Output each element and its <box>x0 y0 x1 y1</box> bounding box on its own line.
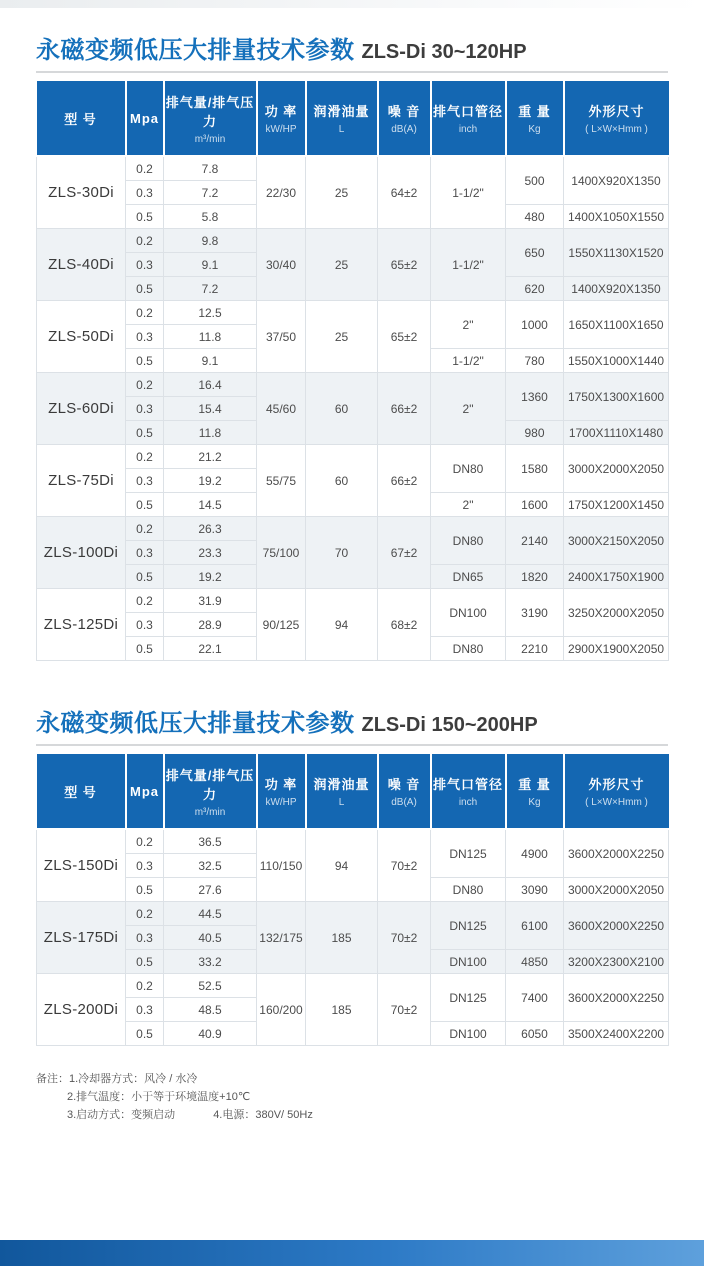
model-cell: ZLS-200Di <box>37 974 126 1046</box>
noise-cell: 67±2 <box>378 517 431 589</box>
dims-cell: 1700X1110X1480 <box>564 421 669 445</box>
displacement-cell: 11.8 <box>164 325 257 349</box>
pipe-cell: DN100 <box>431 950 506 974</box>
table-row <box>37 445 669 469</box>
pipe-cell: DN100 <box>431 589 506 637</box>
displacement-cell: 11.8 <box>164 421 257 445</box>
dims-cell: 3200X2300X2100 <box>564 950 669 974</box>
displacement-cell: 21.2 <box>164 445 257 469</box>
model-cell: ZLS-50Di <box>37 301 126 373</box>
pipe-cell: 1-1/2" <box>431 156 506 229</box>
section-title-cn: 永磁变频低压大排量技术参数 <box>36 37 355 64</box>
column-header-noise <box>378 754 431 829</box>
weight-cell: 780 <box>506 349 564 373</box>
displacement-cell: 23.3 <box>164 541 257 565</box>
column-header-weight <box>506 754 564 829</box>
weight-cell: 6050 <box>506 1022 564 1046</box>
noise-cell: 66±2 <box>378 445 431 517</box>
column-header-main: 功 率 <box>264 104 298 119</box>
column-header-weight <box>506 81 564 156</box>
oil-cell: 60 <box>306 373 378 445</box>
oil-cell: 94 <box>306 829 378 902</box>
power-cell: 132/175 <box>257 902 306 974</box>
mpa-cell: 0.3 <box>126 325 164 349</box>
weight-cell: 6100 <box>506 902 564 950</box>
weight-cell: 620 <box>506 277 564 301</box>
section-title <box>36 703 668 738</box>
dims-cell: 1400X920X1350 <box>564 156 669 205</box>
column-header-dims <box>564 754 669 829</box>
displacement-cell: 16.4 <box>164 373 257 397</box>
weight-cell: 1820 <box>506 565 564 589</box>
weight-cell: 1580 <box>506 445 564 493</box>
dims-cell: 3600X2000X2250 <box>564 829 669 878</box>
dims-cell: 1550X1130X1520 <box>564 229 669 277</box>
model-cell: ZLS-100Di <box>37 517 126 589</box>
displacement-cell: 9.8 <box>164 229 257 253</box>
power-cell: 45/60 <box>257 373 306 445</box>
mpa-cell: 0.3 <box>126 469 164 493</box>
pipe-cell: DN125 <box>431 974 506 1022</box>
model-cell: ZLS-40Di <box>37 229 126 301</box>
displacement-cell: 32.5 <box>164 854 257 878</box>
displacement-cell: 40.9 <box>164 1022 257 1046</box>
table-row <box>37 902 669 926</box>
mpa-cell: 0.2 <box>126 517 164 541</box>
header-row <box>37 754 669 829</box>
title-divider <box>36 744 668 746</box>
pipe-cell: 2" <box>431 493 506 517</box>
column-header-main: 噪 音 <box>387 777 421 792</box>
pipe-cell: 2" <box>431 301 506 349</box>
mpa-cell: 0.3 <box>126 926 164 950</box>
mpa-cell: 0.2 <box>126 445 164 469</box>
remark-text-3: 3.启动方式：变频启动 <box>67 1109 176 1121</box>
noise-cell: 70±2 <box>378 974 431 1046</box>
column-header-unit: Kg <box>528 797 541 808</box>
oil-cell: 25 <box>306 229 378 301</box>
pipe-cell: DN80 <box>431 445 506 493</box>
power-cell: 55/75 <box>257 445 306 517</box>
mpa-cell: 0.5 <box>126 878 164 902</box>
noise-cell: 70±2 <box>378 902 431 974</box>
noise-cell: 66±2 <box>378 373 431 445</box>
displacement-cell: 26.3 <box>164 517 257 541</box>
remark-label: 备注： <box>36 1073 69 1085</box>
column-header-pipe <box>431 754 506 829</box>
mpa-cell: 0.2 <box>126 589 164 613</box>
dims-cell: 1550X1000X1440 <box>564 349 669 373</box>
displacement-cell: 27.6 <box>164 878 257 902</box>
column-header-unit: kW/HP <box>265 797 297 808</box>
dims-cell: 1650X1100X1650 <box>564 301 669 349</box>
model-cell: ZLS-30Di <box>37 156 126 229</box>
mpa-cell: 0.5 <box>126 205 164 229</box>
pipe-cell: DN125 <box>431 902 506 950</box>
column-header-main: 重 量 <box>518 104 551 119</box>
displacement-cell: 7.2 <box>164 277 257 301</box>
weight-cell: 4900 <box>506 829 564 878</box>
power-cell: 90/125 <box>257 589 306 661</box>
spec-table-30-120hp <box>36 81 669 661</box>
remark-text-4: 4.电源：380V/ 50Hz <box>213 1109 313 1121</box>
model-cell: ZLS-60Di <box>37 373 126 445</box>
mpa-cell: 0.3 <box>126 613 164 637</box>
footer-accent-bar <box>0 1240 704 1266</box>
mpa-cell: 0.2 <box>126 829 164 854</box>
spec-table-150-200hp <box>36 754 669 1046</box>
column-header-unit: kW/HP <box>265 124 297 135</box>
displacement-cell: 44.5 <box>164 902 257 926</box>
mpa-cell: 0.3 <box>126 998 164 1022</box>
displacement-cell: 22.1 <box>164 637 257 661</box>
displacement-cell: 31.9 <box>164 589 257 613</box>
table-row <box>37 829 669 854</box>
oil-cell: 25 <box>306 156 378 229</box>
table-row <box>37 517 669 541</box>
mpa-cell: 0.2 <box>126 156 164 181</box>
noise-cell: 65±2 <box>378 301 431 373</box>
dims-cell: 3600X2000X2250 <box>564 974 669 1022</box>
section-title-model-range: ZLS-Di 150~200HP <box>361 714 538 736</box>
displacement-cell: 9.1 <box>164 349 257 373</box>
column-header-unit: inch <box>458 797 478 808</box>
column-header-unit: Kg <box>528 124 541 135</box>
mpa-cell: 0.5 <box>126 493 164 517</box>
mpa-cell: 0.2 <box>126 373 164 397</box>
weight-cell: 980 <box>506 421 564 445</box>
mpa-cell: 0.2 <box>126 301 164 325</box>
section-title-model-range: ZLS-Di 30~120HP <box>361 41 527 63</box>
column-header-main: 排气量/排气压力 <box>165 767 255 802</box>
column-header-power <box>257 754 306 829</box>
displacement-cell: 52.5 <box>164 974 257 998</box>
section-title-cn: 永磁变频低压大排量技术参数 <box>36 710 355 737</box>
column-header-unit: m³/min <box>194 806 226 818</box>
pipe-cell: 2" <box>431 373 506 445</box>
column-header-mpa <box>126 81 164 156</box>
column-header-unit: ( L×W×Hmm ) <box>585 124 648 135</box>
noise-cell: 65±2 <box>378 229 431 301</box>
noise-cell: 68±2 <box>378 589 431 661</box>
dims-cell: 3000X2150X2050 <box>564 517 669 565</box>
power-cell: 30/40 <box>257 229 306 301</box>
displacement-cell: 14.5 <box>164 493 257 517</box>
displacement-cell: 19.2 <box>164 565 257 589</box>
pipe-cell: 1-1/2" <box>431 349 506 373</box>
table-row <box>37 156 669 181</box>
dims-cell: 3500X2400X2200 <box>564 1022 669 1046</box>
weight-cell: 3090 <box>506 878 564 902</box>
noise-cell: 64±2 <box>378 156 431 229</box>
column-header-unit: dB(A) <box>391 797 417 808</box>
column-header-main: 润滑油量 <box>313 104 370 119</box>
column-header-unit: L <box>338 797 345 808</box>
mpa-cell: 0.5 <box>126 637 164 661</box>
displacement-cell: 12.5 <box>164 301 257 325</box>
pipe-cell: DN80 <box>431 637 506 661</box>
dims-cell: 3600X2000X2250 <box>564 902 669 950</box>
weight-cell: 4850 <box>506 950 564 974</box>
power-cell: 160/200 <box>257 974 306 1046</box>
displacement-cell: 15.4 <box>164 397 257 421</box>
displacement-cell: 19.2 <box>164 469 257 493</box>
column-header-unit: dB(A) <box>391 124 417 135</box>
pipe-cell: DN125 <box>431 829 506 878</box>
oil-cell: 185 <box>306 902 378 974</box>
column-header-oil <box>306 754 378 829</box>
pipe-cell: DN100 <box>431 1022 506 1046</box>
table-row <box>37 373 669 397</box>
remark-text-2: 2.排气温度：小于等于环境温度+10℃ <box>67 1091 251 1103</box>
model-cell: ZLS-125Di <box>37 589 126 661</box>
mpa-cell: 0.5 <box>126 1022 164 1046</box>
column-header-noise <box>378 81 431 156</box>
column-header-main: 型 号 <box>64 111 97 127</box>
column-header-mpa <box>126 754 164 829</box>
dims-cell: 2900X1900X2050 <box>564 637 669 661</box>
dims-cell: 3000X2000X2050 <box>564 878 669 902</box>
model-cell: ZLS-75Di <box>37 445 126 517</box>
weight-cell: 1360 <box>506 373 564 421</box>
column-header-main: 型 号 <box>64 784 97 800</box>
pipe-cell: DN65 <box>431 565 506 589</box>
mpa-cell: 0.2 <box>126 229 164 253</box>
dims-cell: 1750X1200X1450 <box>564 493 669 517</box>
weight-cell: 2140 <box>506 517 564 565</box>
column-header-main: Mpa <box>130 783 159 799</box>
mpa-cell: 0.3 <box>126 854 164 878</box>
mpa-cell: 0.3 <box>126 253 164 277</box>
dims-cell: 1750X1300X1600 <box>564 373 669 421</box>
column-header-main: 排气口管径 <box>432 104 503 119</box>
dims-cell: 1400X920X1350 <box>564 277 669 301</box>
column-header-oil <box>306 81 378 156</box>
column-header-main: 排气量/排气压力 <box>165 94 255 129</box>
oil-cell: 60 <box>306 445 378 517</box>
mpa-cell: 0.5 <box>126 349 164 373</box>
displacement-cell: 48.5 <box>164 998 257 1022</box>
remark-text-1: 1.冷却器方式：风冷 / 水冷 <box>69 1073 198 1085</box>
mpa-cell: 0.5 <box>126 565 164 589</box>
weight-cell: 3190 <box>506 589 564 637</box>
column-header-model <box>37 81 126 156</box>
weight-cell: 1600 <box>506 493 564 517</box>
pipe-cell: DN80 <box>431 878 506 902</box>
column-header-main: 重 量 <box>518 777 551 792</box>
remark-line <box>36 1070 668 1088</box>
weight-cell: 480 <box>506 205 564 229</box>
column-header-main: 功 率 <box>264 777 298 792</box>
column-header-pipe <box>431 81 506 156</box>
column-header-displacement <box>164 754 257 829</box>
noise-cell: 70±2 <box>378 829 431 902</box>
section-title <box>36 30 668 65</box>
column-header-main: 外形尺寸 <box>588 777 645 792</box>
mpa-cell: 0.5 <box>126 277 164 301</box>
displacement-cell: 9.1 <box>164 253 257 277</box>
dims-cell: 3000X2000X2050 <box>564 445 669 493</box>
column-header-power <box>257 81 306 156</box>
displacement-cell: 7.2 <box>164 181 257 205</box>
table-row <box>37 589 669 613</box>
table-row <box>37 301 669 325</box>
displacement-cell: 40.5 <box>164 926 257 950</box>
oil-cell: 70 <box>306 517 378 589</box>
dims-cell: 1400X1050X1550 <box>564 205 669 229</box>
header-row <box>37 81 669 156</box>
model-cell: ZLS-175Di <box>37 902 126 974</box>
section-150-200hp <box>36 703 668 1046</box>
column-header-main: Mpa <box>130 110 159 126</box>
dims-cell: 2400X1750X1900 <box>564 565 669 589</box>
remark-line <box>36 1088 668 1106</box>
weight-cell: 2210 <box>506 637 564 661</box>
mpa-cell: 0.5 <box>126 950 164 974</box>
mpa-cell: 0.3 <box>126 397 164 421</box>
weight-cell: 650 <box>506 229 564 277</box>
table-row <box>37 229 669 253</box>
weight-cell: 7400 <box>506 974 564 1022</box>
displacement-cell: 33.2 <box>164 950 257 974</box>
title-divider <box>36 71 668 73</box>
column-header-main: 外形尺寸 <box>588 104 645 119</box>
displacement-cell: 28.9 <box>164 613 257 637</box>
oil-cell: 185 <box>306 974 378 1046</box>
column-header-displacement <box>164 81 257 156</box>
remarks <box>36 1070 668 1124</box>
column-header-unit: ( L×W×Hmm ) <box>585 797 648 808</box>
weight-cell: 1000 <box>506 301 564 349</box>
displacement-cell: 5.8 <box>164 205 257 229</box>
oil-cell: 25 <box>306 301 378 373</box>
displacement-cell: 7.8 <box>164 156 257 181</box>
mpa-cell: 0.3 <box>126 541 164 565</box>
dims-cell: 3250X2000X2050 <box>564 589 669 637</box>
column-header-model <box>37 754 126 829</box>
mpa-cell: 0.5 <box>126 421 164 445</box>
column-header-unit: L <box>338 124 345 135</box>
column-header-dims <box>564 81 669 156</box>
table-row <box>37 974 669 998</box>
section-30-120hp <box>36 30 668 661</box>
pipe-cell: DN80 <box>431 517 506 565</box>
oil-cell: 94 <box>306 589 378 661</box>
weight-cell: 500 <box>506 156 564 205</box>
column-header-main: 润滑油量 <box>313 777 370 792</box>
column-header-main: 噪 音 <box>387 104 421 119</box>
column-header-unit: inch <box>458 124 478 135</box>
displacement-cell: 36.5 <box>164 829 257 854</box>
power-cell: 22/30 <box>257 156 306 229</box>
power-cell: 37/50 <box>257 301 306 373</box>
remark-line <box>36 1106 668 1124</box>
pipe-cell: 1-1/2" <box>431 229 506 301</box>
column-header-main: 排气口管径 <box>432 777 503 792</box>
power-cell: 75/100 <box>257 517 306 589</box>
mpa-cell: 0.2 <box>126 974 164 998</box>
model-cell: ZLS-150Di <box>37 829 126 902</box>
power-cell: 110/150 <box>257 829 306 902</box>
mpa-cell: 0.2 <box>126 902 164 926</box>
column-header-unit: m³/min <box>194 133 226 145</box>
mpa-cell: 0.3 <box>126 181 164 205</box>
